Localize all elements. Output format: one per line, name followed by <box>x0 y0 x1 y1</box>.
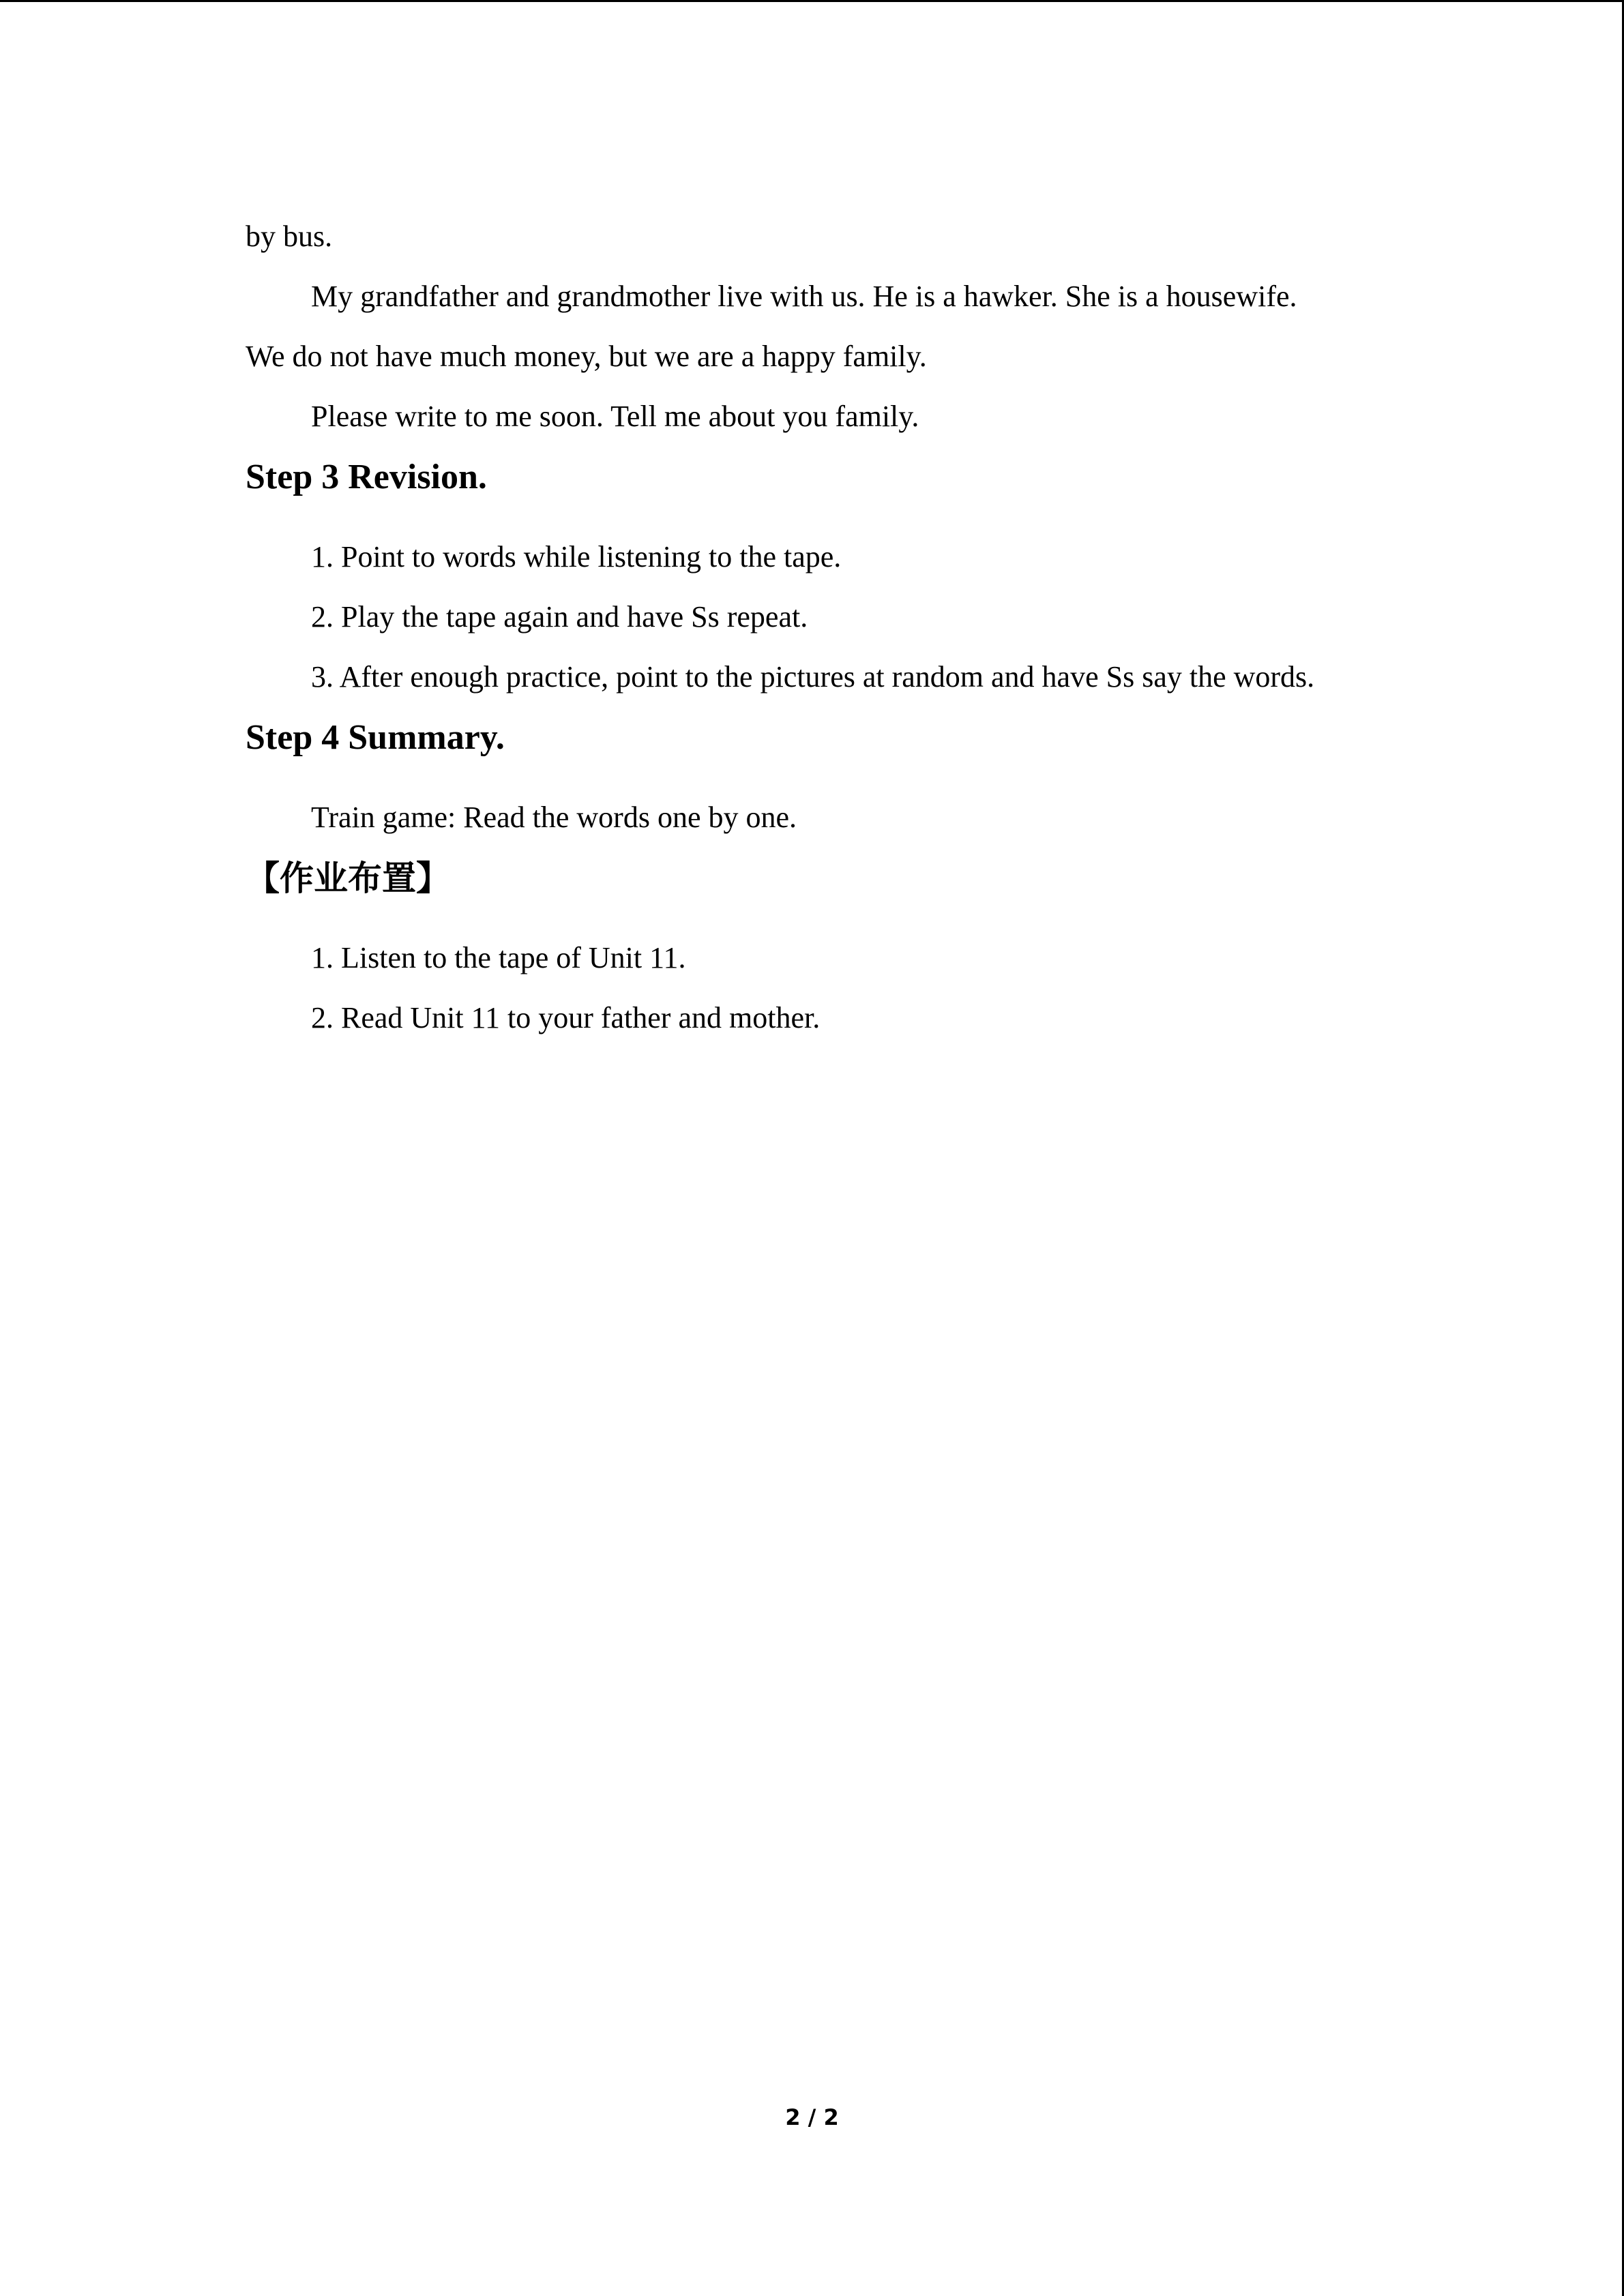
homework-item: 1. Listen to the tape of Unit 11. <box>311 941 686 974</box>
paragraph-family: My grandfather and grandmother live with us. He is a hawker. She is a housewife. <box>311 280 1297 313</box>
homework-heading: 【作业布置】 <box>246 859 450 898</box>
spacer <box>246 769 1391 788</box>
spacer <box>246 508 1391 527</box>
paragraph-closing: Please write to me soon. Tell me about you family. <box>311 400 919 433</box>
step4-item: Train game: Read the words one by one. <box>311 801 797 834</box>
document-body <box>246 207 1391 1048</box>
step3-item: 2. Play the tape again and have Ss repeat. <box>311 600 808 633</box>
paragraph-family-continuation: We do not have much money, but we are a happy family. <box>246 340 927 373</box>
homework-item: 2. Read Unit 11 to your father and mother. <box>311 1001 821 1034</box>
page-number: 2 / 2 <box>785 2104 839 2130</box>
step4-heading: Step 4 Summary. <box>246 718 505 757</box>
spacer <box>246 909 1391 928</box>
step3-item: 1. Point to words while listening to the tape. <box>311 540 842 573</box>
step3-heading: Step 3 Revision. <box>246 458 487 496</box>
step3-item: 3. After enough practice, point to the pictures at random and have Ss say the words. <box>311 660 1315 694</box>
paragraph-continuation: by bus. <box>246 220 333 253</box>
